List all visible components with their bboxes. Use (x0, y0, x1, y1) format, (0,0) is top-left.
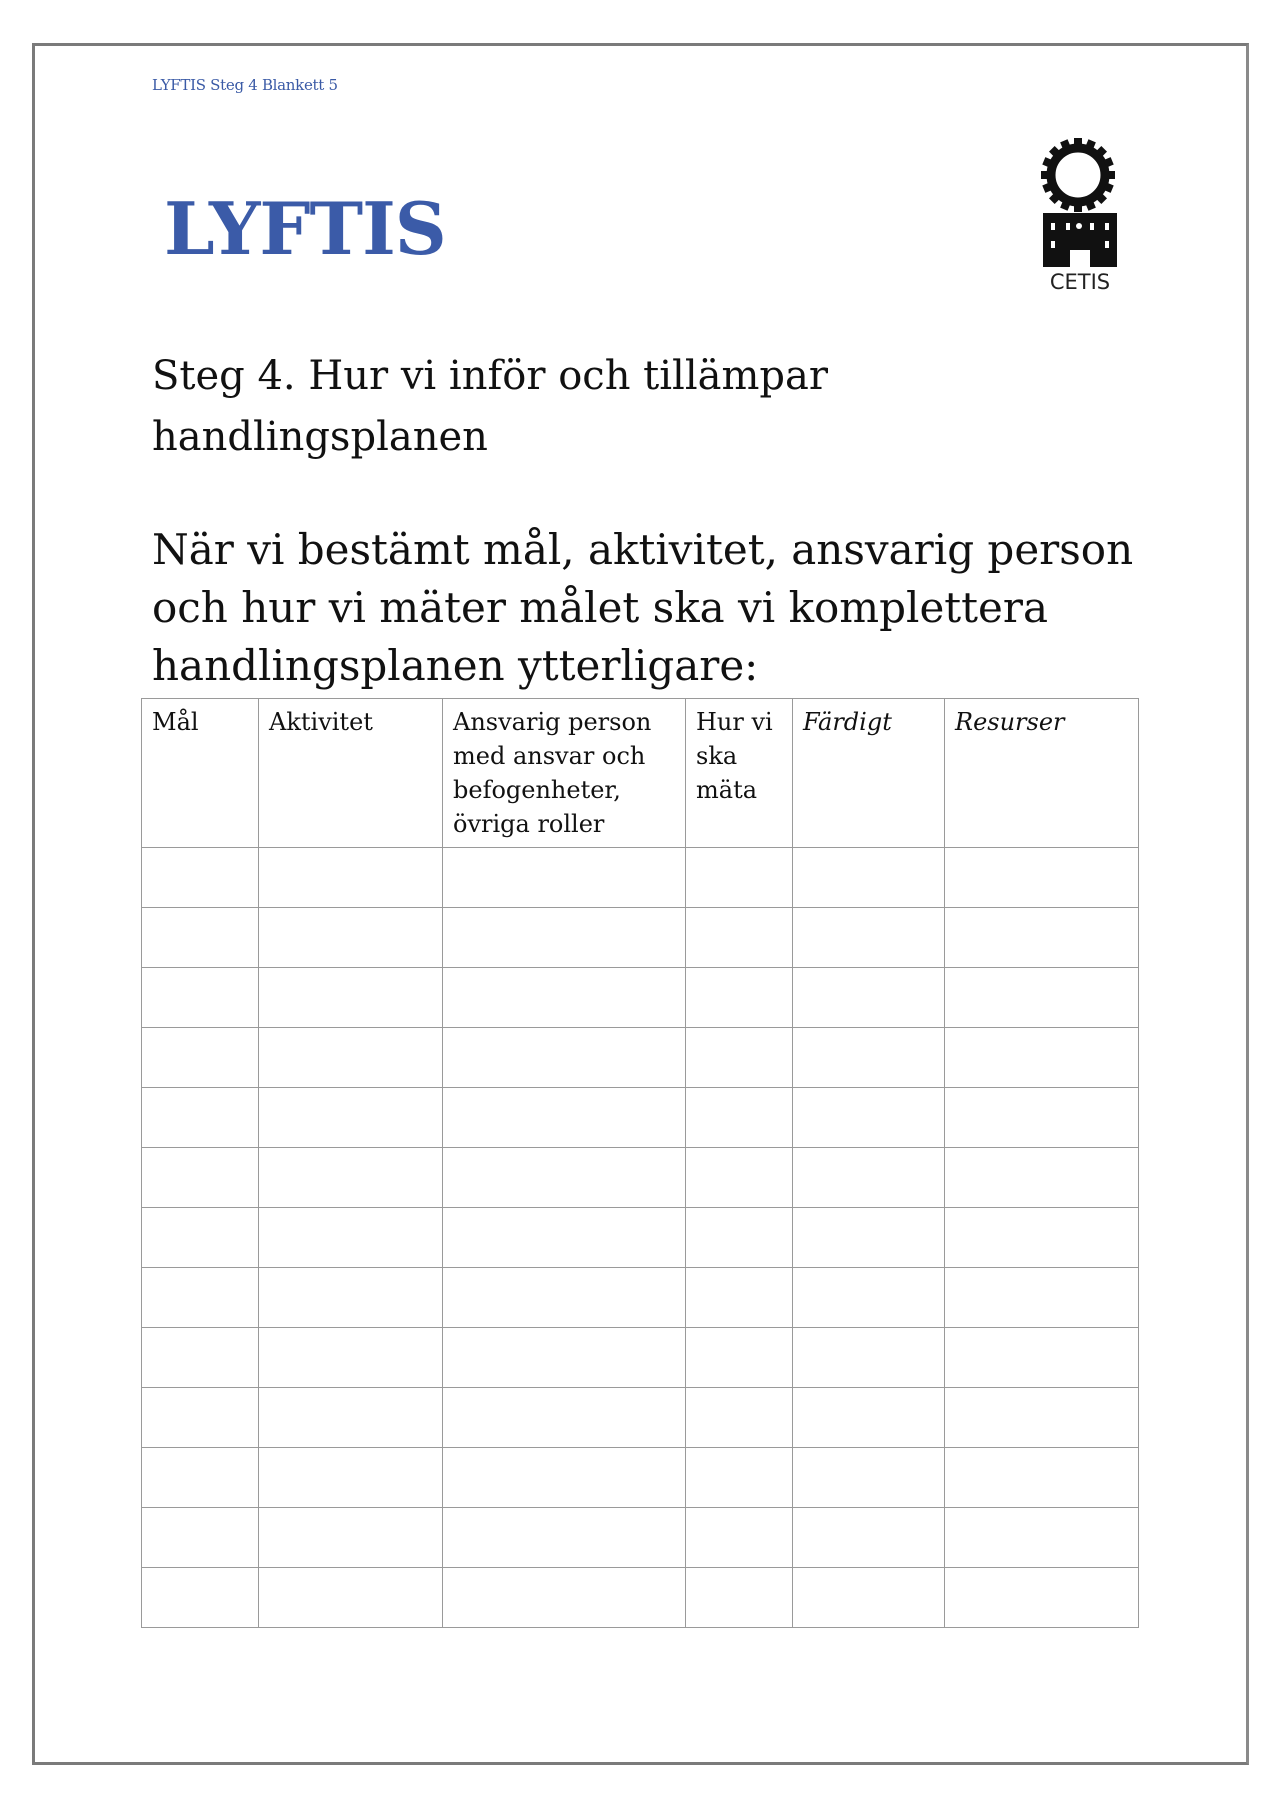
table-row (142, 1088, 1139, 1148)
brand-title: LYFTIS (164, 186, 446, 271)
column-header-fardigt: Färdigt (793, 699, 945, 848)
table-cell[interactable] (945, 968, 1139, 1028)
column-header-aktivitet: Aktivitet (259, 699, 443, 848)
table-cell[interactable] (443, 1088, 686, 1148)
table-cell[interactable] (945, 1448, 1139, 1508)
table-cell[interactable] (259, 1508, 443, 1568)
table-cell[interactable] (793, 1268, 945, 1328)
table-cell[interactable] (945, 1568, 1139, 1628)
table-cell[interactable] (142, 1028, 259, 1088)
table-cell[interactable] (686, 1448, 793, 1508)
table-cell[interactable] (945, 1088, 1139, 1148)
table-cell[interactable] (686, 848, 793, 908)
table-cell[interactable] (793, 1208, 945, 1268)
table-cell[interactable] (443, 1508, 686, 1568)
table-row (142, 1268, 1139, 1328)
table-cell[interactable] (142, 908, 259, 968)
table-cell[interactable] (793, 848, 945, 908)
table-cell[interactable] (443, 968, 686, 1028)
table-cell[interactable] (259, 968, 443, 1028)
table-cell[interactable] (793, 1088, 945, 1148)
table-cell[interactable] (259, 848, 443, 908)
table-cell[interactable] (142, 1568, 259, 1628)
table-cell[interactable] (259, 1388, 443, 1448)
table-cell[interactable] (259, 1448, 443, 1508)
table-cell[interactable] (686, 908, 793, 968)
table-cell[interactable] (259, 1028, 443, 1088)
table-cell[interactable] (686, 1508, 793, 1568)
table-cell[interactable] (259, 1328, 443, 1388)
table-cell[interactable] (259, 908, 443, 968)
intro-paragraph: När vi bestämt mål, aktivitet, ansvarig person och hur vi mäter målet ska vi komplettera handlingsplanen ytterligare: (152, 525, 1134, 690)
table-cell[interactable] (142, 1388, 259, 1448)
table-cell[interactable] (259, 1208, 443, 1268)
table-row (142, 848, 1139, 908)
table-cell[interactable] (142, 848, 259, 908)
table-cell[interactable] (793, 1508, 945, 1568)
table-cell[interactable] (259, 1088, 443, 1148)
table-cell[interactable] (686, 1088, 793, 1148)
table-cell[interactable] (945, 1388, 1139, 1448)
table-cell[interactable] (793, 1028, 945, 1088)
table-cell[interactable] (793, 908, 945, 968)
table-row (142, 1568, 1139, 1628)
column-header-ansvarig: Ansvarig person med ansvar och befogenheter, övriga roller (443, 699, 686, 848)
column-header-mal: Mål (142, 699, 259, 848)
table-cell[interactable] (443, 908, 686, 968)
table-cell[interactable] (793, 1388, 945, 1448)
table-cell[interactable] (945, 1208, 1139, 1268)
table-cell[interactable] (686, 968, 793, 1028)
table-cell[interactable] (686, 1328, 793, 1388)
table-cell[interactable] (686, 1148, 793, 1208)
table-cell[interactable] (793, 1448, 945, 1508)
table-cell[interactable] (443, 1148, 686, 1208)
page-heading: Steg 4. Hur vi inför och tillämpar handlingsplanen (152, 353, 828, 460)
table-cell[interactable] (142, 1208, 259, 1268)
table-cell[interactable] (142, 968, 259, 1028)
gear-icon (1041, 138, 1115, 212)
table-row (142, 1208, 1139, 1268)
table-cell[interactable] (686, 1028, 793, 1088)
table-cell[interactable] (945, 1268, 1139, 1328)
table-cell[interactable] (945, 908, 1139, 968)
table-cell[interactable] (259, 1148, 443, 1208)
table-cell[interactable] (142, 1088, 259, 1148)
table-row (142, 1448, 1139, 1508)
table-row (142, 1388, 1139, 1448)
table-cell[interactable] (259, 1568, 443, 1628)
table-row (142, 1028, 1139, 1088)
table-cell[interactable] (443, 1268, 686, 1328)
header-label: LYFTIS Steg 4 Blankett 5 (152, 76, 338, 94)
table-row (142, 908, 1139, 968)
table-cell[interactable] (443, 1328, 686, 1388)
table-cell[interactable] (945, 1148, 1139, 1208)
table-cell[interactable] (142, 1148, 259, 1208)
table-row (142, 1328, 1139, 1388)
table-cell[interactable] (443, 848, 686, 908)
table-cell[interactable] (686, 1388, 793, 1448)
table-cell[interactable] (945, 1328, 1139, 1388)
table-cell[interactable] (443, 1208, 686, 1268)
table-cell[interactable] (443, 1568, 686, 1628)
building-icon (1043, 213, 1117, 267)
table-cell[interactable] (443, 1028, 686, 1088)
action-plan-table (141, 698, 1139, 1628)
table-cell[interactable] (142, 1448, 259, 1508)
column-header-hur-mata: Hur vi ska mäta (686, 699, 793, 848)
table-cell[interactable] (259, 1268, 443, 1328)
table-cell[interactable] (142, 1508, 259, 1568)
table-cell[interactable] (793, 1328, 945, 1388)
table-cell[interactable] (142, 1268, 259, 1328)
column-header-resurser: Resurser (945, 699, 1139, 848)
table-cell[interactable] (686, 1268, 793, 1328)
table-cell[interactable] (443, 1388, 686, 1448)
table-cell[interactable] (945, 848, 1139, 908)
table-body (142, 848, 1139, 1628)
table-cell[interactable] (945, 1508, 1139, 1568)
table-row (142, 968, 1139, 1028)
table-cell[interactable] (686, 1208, 793, 1268)
table-cell[interactable] (945, 1028, 1139, 1088)
table-header-row (142, 699, 1139, 848)
table-cell[interactable] (793, 1568, 945, 1628)
logo-text: CETIS (1049, 270, 1111, 294)
table-cell[interactable] (443, 1448, 686, 1508)
table-cell[interactable] (686, 1568, 793, 1628)
table-row (142, 1508, 1139, 1568)
table-cell[interactable] (793, 968, 945, 1028)
table-cell[interactable] (793, 1148, 945, 1208)
table-row (142, 1148, 1139, 1208)
table-cell[interactable] (142, 1328, 259, 1388)
